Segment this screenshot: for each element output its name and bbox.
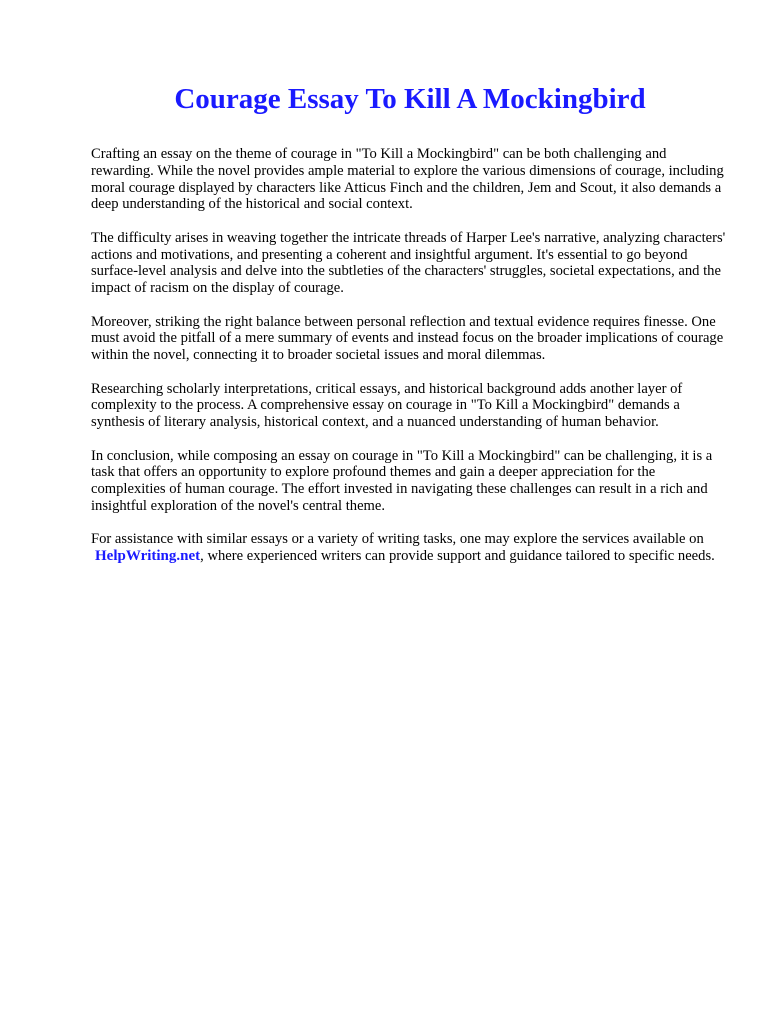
paragraph-6-before-link: For assistance with similar essays or a variety of writing tasks, one may explore the services available on (91, 531, 704, 548)
paragraph-5: In conclusion, while composing an essay on courage in "To Kill a Mockingbird" can be challenging, it is a task that offers an opportunity to explore profound themes and gain a deeper appreciation for the complexities of human courage. The effort invested in navigating these challenges can result in a rich and insightful exploration of the novel's central theme. (91, 447, 713, 514)
page-title: Courage Essay To Kill A Mockingbird (174, 83, 646, 115)
paragraph-6-after-link: , where experienced writers can provide support and guidance tailored to specific needs. (200, 548, 715, 565)
paragraph-2: The difficulty arises in weaving together the intricate threads of Harper Lee's narrative, analyzing characters' actions and motivations, and presenting a coherent and insightful argument. It's essential to go beyond surface-level analysis and delve into the subtleties of the characters' struggles, societal expectations, and the impact of racism on the display of courage. (91, 229, 726, 297)
paragraph-6 (91, 531, 731, 565)
paragraph-1: Crafting an essay on the theme of courage in "To Kill a Mockingbird" can be both challenging and rewarding. While the novel provides ample material to explore the various dimensions of courage, including moral courage displayed by characters like Atticus Finch and the children, Jem and Scout, it also demands a deep understanding of the historical and social context. (91, 146, 724, 213)
essay-body (91, 146, 731, 582)
paragraph-3: Moreover, striking the right balance between personal reflection and textual evidence requires finesse. One must avoid the pitfall of a mere summary of events and instead focus on the broader implications of courage within the novel, connecting it to broader societal issues and moral dilemmas. (91, 313, 724, 364)
paragraph-4: Researching scholarly interpretations, critical essays, and historical background adds another layer of complexity to the process. A comprehensive essay on courage in "To Kill a Mockingbird" demands a synthesis of literary analysis, historical context, and a nuanced understanding of human behavior. (91, 380, 683, 431)
helpwriting-link[interactable]: HelpWriting.net (95, 548, 201, 565)
